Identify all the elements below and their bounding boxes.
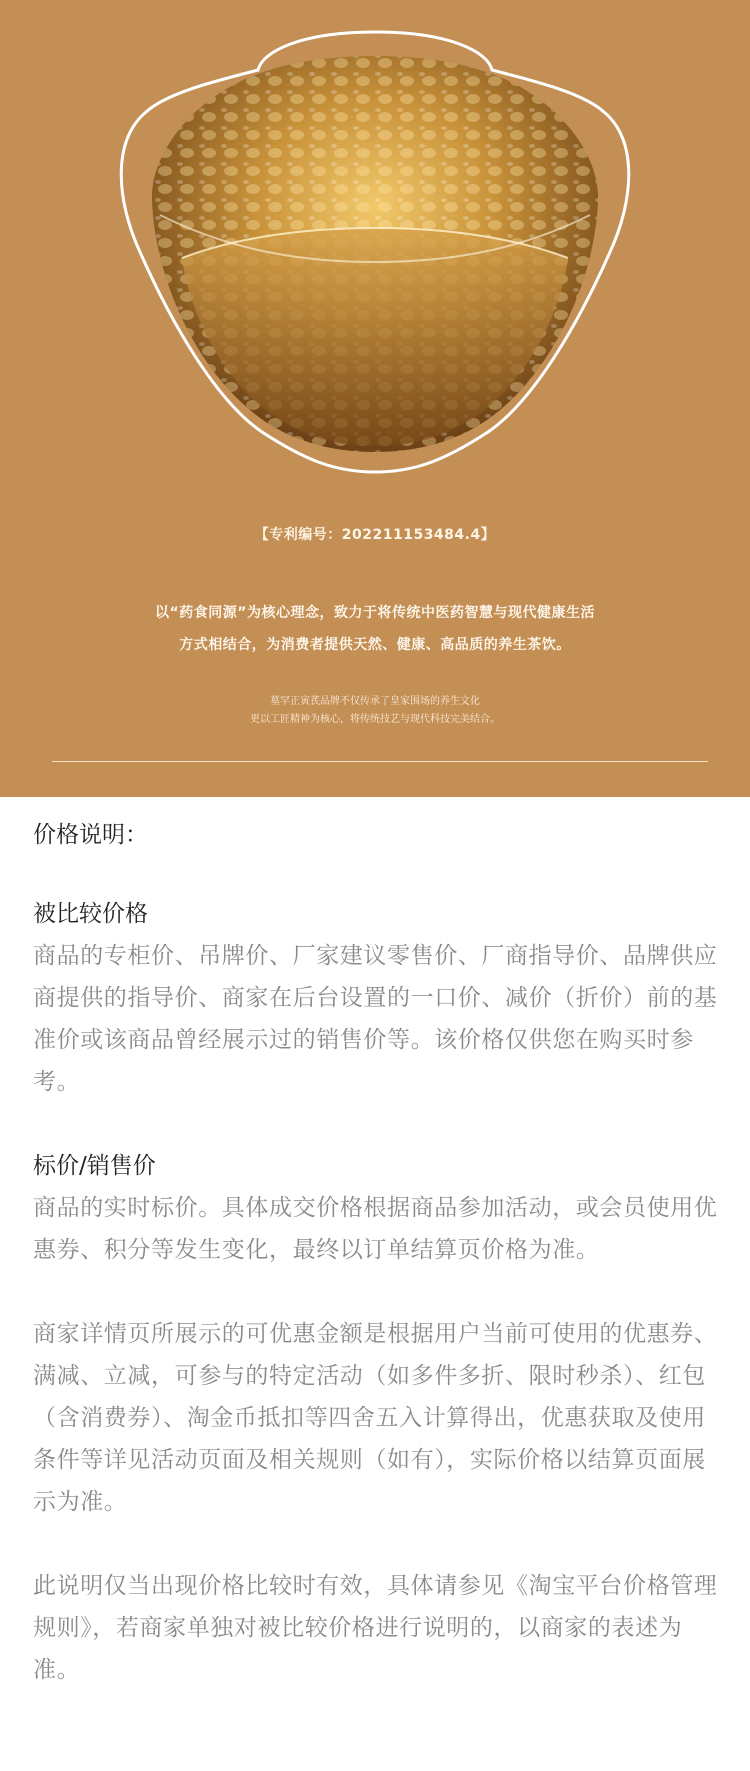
sale-price-text: 商品的实时标价。具体成交价格根据商品参加活动，或会员使用优惠券、积分等发生变化，最终以订单结算页价格为准。 [33,1195,718,1263]
brand-note-line-2: 更以工匠精神为核心，将传统技艺与现代科技完美结合。 [250,714,500,725]
patent-number: 【专利编号：202211153484.4】 [254,527,496,543]
brand-slogan-line-1: 以“药食同源”为核心理念，致力于将传统中医药智慧与现代健康生活 [155,605,595,621]
price-notice-title: 价格说明： [33,822,148,848]
brand-note-line-1: 墓罕正寅芪品牌不仅传承了皇家围场的养生文化 [270,696,480,707]
banner-divider [52,761,708,762]
sale-price-heading: 标价/销售价 [33,1153,156,1179]
tea-bowl-illustration [0,0,750,797]
compared-price-text: 商品的专柜价、吊牌价、厂家建议零售价、厂商指导价、品牌供应商提供的指导价、商家在后台设置的一口价、减价（折价）前的基准价或该商品曾经展示过的销售价等。该价格仅供您在购买时参考。 [33,943,718,1095]
validity-notice-text: 此说明仅当出现价格比较时有效，具体请参见《淘宝平台价格管理规则》，若商家单独对被比较价格进行说明的，以商家的表述为准。 [33,1573,718,1683]
compared-price-heading: 被比较价格 [33,901,148,927]
brand-slogan-line-2: 方式相结合，为消费者提供天然、健康、高品质的养生茶饮。 [179,637,571,653]
product-banner [0,0,750,797]
discount-notice-text: 商家详情页所展示的可优惠金额是根据用户当前可使用的优惠券、满减、立减，可参与的特定活动（如多件多折、限时秒杀）、红包（含消费券）、淘金币抵扣等四舍五入计算得出，优惠获取及使用条件等详见活动页面及相关规则（如有），实际价格以结算页面展示为准。 [33,1321,718,1515]
price-notice [33,797,723,1691]
